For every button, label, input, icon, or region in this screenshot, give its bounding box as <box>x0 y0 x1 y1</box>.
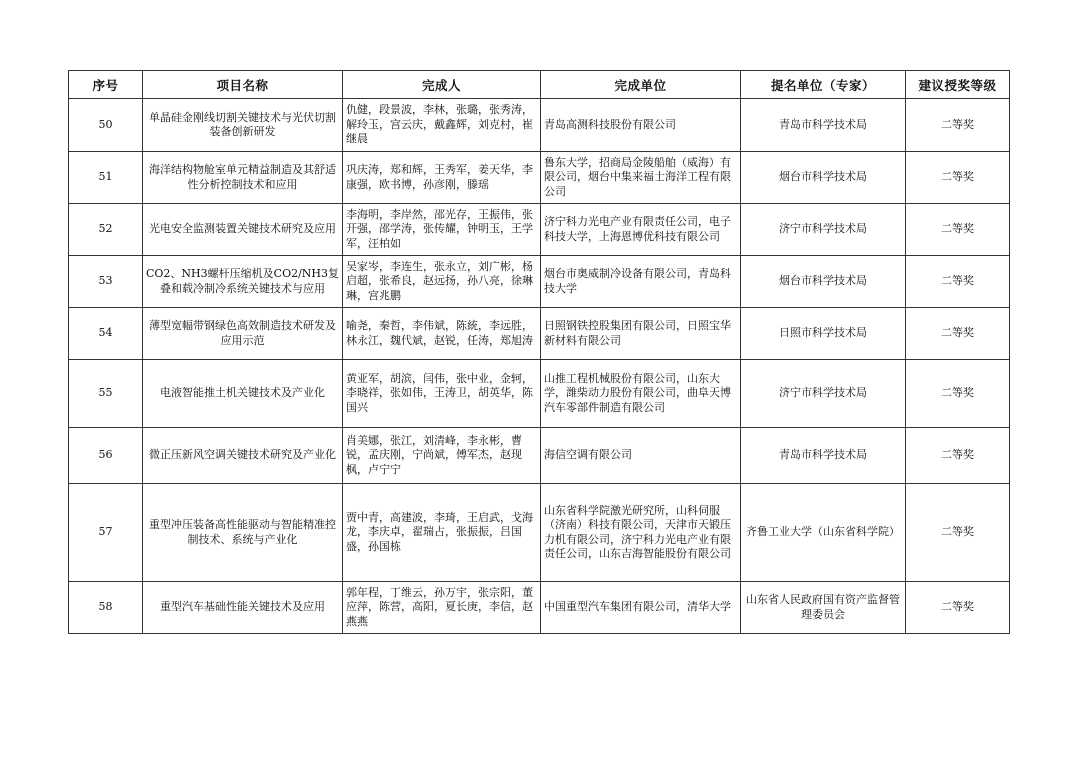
row-nominator: 青岛市科学技术局 <box>741 428 906 484</box>
row-completing-unit: 青岛高测科技股份有限公司 <box>541 99 741 152</box>
row-nominator: 青岛市科学技术局 <box>741 99 906 152</box>
row-completers: 仇健，段景波，李林，张璐，张秀涛，解玲玉，宫云庆，戴鑫辉，刘克村，崔继晨 <box>343 99 541 152</box>
row-award-level: 二等奖 <box>906 360 1010 428</box>
header-award-level: 建议授奖等级 <box>906 71 1010 99</box>
row-nominator: 济宁市科学技术局 <box>741 204 906 256</box>
header-completers: 完成人 <box>343 71 541 99</box>
row-no: 52 <box>69 204 143 256</box>
row-award-level: 二等奖 <box>906 204 1010 256</box>
row-award-level: 二等奖 <box>906 582 1010 634</box>
table-row <box>69 99 1010 152</box>
row-award-level: 二等奖 <box>906 428 1010 484</box>
row-completers: 郭年程，丁维云，孙万宇，张宗阳，董应萍，陈营，高阳，夏长庚，李信，赵燕燕 <box>343 582 541 634</box>
header-nominator: 提名单位（专家） <box>741 71 906 99</box>
table-row <box>69 428 1010 484</box>
row-award-level: 二等奖 <box>906 308 1010 360</box>
row-no: 53 <box>69 256 143 308</box>
header-completing-unit: 完成单位 <box>541 71 741 99</box>
row-completers: 吴家岑，李连生，张永立，刘广彬，杨启超，张希良，赵远扬，孙八亮，徐琳琳，宫兆鹏 <box>343 256 541 308</box>
row-completers: 李海明，李岸然，邵光存，王振伟，张开强，邵学涛，张传耀，钟明玉，王学军，汪柏如 <box>343 204 541 256</box>
table-row <box>69 582 1010 634</box>
table-row <box>69 204 1010 256</box>
row-award-level: 二等奖 <box>906 152 1010 204</box>
table-row <box>69 484 1010 582</box>
row-nominator: 济宁市科学技术局 <box>741 360 906 428</box>
row-project-name: 重型汽车基础性能关键技术及应用 <box>143 582 343 634</box>
row-no: 55 <box>69 360 143 428</box>
row-completing-unit: 鲁东大学，招商局金陵船舶（威海）有限公司，烟台中集来福士海洋工程有限公司 <box>541 152 741 204</box>
row-project-name: 电液智能推土机关键技术及产业化 <box>143 360 343 428</box>
row-no: 54 <box>69 308 143 360</box>
row-completing-unit: 中国重型汽车集团有限公司，清华大学 <box>541 582 741 634</box>
row-award-level: 二等奖 <box>906 99 1010 152</box>
row-nominator: 烟台市科学技术局 <box>741 256 906 308</box>
row-nominator: 日照市科学技术局 <box>741 308 906 360</box>
table-row <box>69 360 1010 428</box>
row-completing-unit: 山东省科学院激光研究所，山科伺服（济南）科技有限公司，天津市天锻压力机有限公司，济宁科力光电产业有限责任公司，山东吉海智能股份有限公司 <box>541 484 741 582</box>
row-completers: 喻尧，秦哲，李伟斌，陈統，李远胜，林永江，魏代斌，赵锐，任涛，郑旭涛 <box>343 308 541 360</box>
row-award-level: 二等奖 <box>906 256 1010 308</box>
row-no: 51 <box>69 152 143 204</box>
row-project-name: 单晶硅金刚线切割关键技术与光伏切割装备创新研发 <box>143 99 343 152</box>
table-row <box>69 152 1010 204</box>
row-completers: 贾中青，高建波，李琦，王启武，戈海龙，李庆卓，翟瑞占，张振振，吕国盛，孙国栋 <box>343 484 541 582</box>
row-completers: 巩庆涛，郑和辉，王秀军，姜天华，李康强，欧书博，孙彦刚，滕瑶 <box>343 152 541 204</box>
table-row <box>69 256 1010 308</box>
row-nominator: 烟台市科学技术局 <box>741 152 906 204</box>
row-completing-unit: 海信空调有限公司 <box>541 428 741 484</box>
row-project-name: 重型冲压装备高性能驱动与智能精准控制技术、系统与产业化 <box>143 484 343 582</box>
header-no: 序号 <box>69 71 143 99</box>
row-completing-unit: 烟台市奥威制冷设备有限公司，青岛科技大学 <box>541 256 741 308</box>
row-nominator: 山东省人民政府国有资产监督管理委员会 <box>741 582 906 634</box>
row-project-name: 光电安全监测装置关键技术研究及应用 <box>143 204 343 256</box>
header-project-name: 项目名称 <box>143 71 343 99</box>
row-nominator: 齐鲁工业大学（山东省科学院） <box>741 484 906 582</box>
awards-table <box>68 70 1010 634</box>
row-no: 57 <box>69 484 143 582</box>
row-completing-unit: 山推工程机械股份有限公司，山东大学，潍柴动力股份有限公司，曲阜天博汽车零部件制造有限公司 <box>541 360 741 428</box>
table-row <box>69 308 1010 360</box>
row-completing-unit: 济宁科力光电产业有限责任公司，电子科技大学，上海恩博优科技有限公司 <box>541 204 741 256</box>
row-award-level: 二等奖 <box>906 484 1010 582</box>
row-project-name: 海洋结构物舱室单元精益制造及其舒适性分析控制技术和应用 <box>143 152 343 204</box>
row-project-name: CO2、NH3螺杆压缩机及CO2/NH3复叠和载冷制冷系统关键技术与应用 <box>143 256 343 308</box>
row-project-name: 薄型宽幅带钢绿色高效制造技术研发及应用示范 <box>143 308 343 360</box>
row-project-name: 微正压新风空调关键技术研究及产业化 <box>143 428 343 484</box>
row-no: 56 <box>69 428 143 484</box>
row-no: 50 <box>69 99 143 152</box>
header-row <box>69 71 1010 99</box>
row-completers: 黄亚军，胡滨，闫伟，张中业，金轲，李晓祥，张如伟，王涛卫，胡英华，陈国兴 <box>343 360 541 428</box>
row-completing-unit: 日照钢铁控股集团有限公司，日照宝华新材料有限公司 <box>541 308 741 360</box>
row-completers: 肖美娜，张江，刘清峰，李永彬，曹锐，孟庆刚，宁尚斌，傅军杰，赵现枫，卢宁宁 <box>343 428 541 484</box>
row-no: 58 <box>69 582 143 634</box>
